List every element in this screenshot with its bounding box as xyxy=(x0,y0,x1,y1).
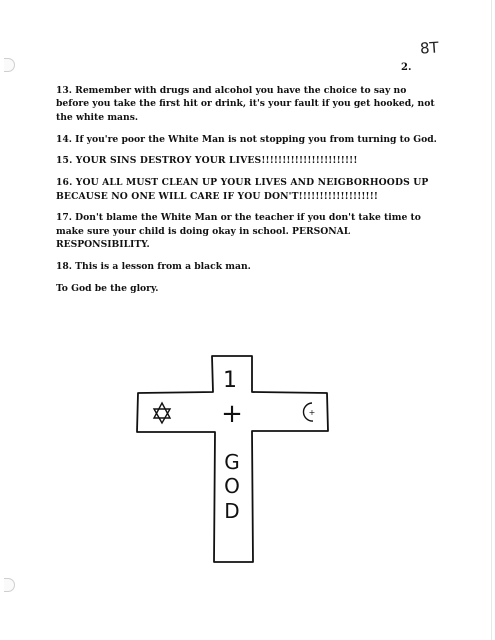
paragraph-14: 14. If you're poor the White Man is not stopping you from turning to God. xyxy=(56,133,437,145)
paragraph-13: 13. Remember with drugs and alcohol you have the choice to say no before you take the first hit or drink, it's your fault if you get hooked, not the white mans. xyxy=(56,85,435,123)
crescent-star-icon xyxy=(303,403,315,421)
cross-top-number: 1 xyxy=(223,368,237,393)
paragraph-18: 18. This is a lesson from a black man. xyxy=(56,261,251,273)
cross-center-symbol: + xyxy=(221,399,243,429)
handwritten-annotation: 8T xyxy=(419,38,440,58)
svg-text:+: + xyxy=(308,408,316,417)
paragraph-15: 15. YOUR SINS DESTROY YOUR LIVES!!!!!!!!!!!!!!!!!!!!!!! xyxy=(56,155,358,167)
cross-letter-d: D xyxy=(224,499,240,523)
page-number: 2. xyxy=(401,62,412,73)
cross-letter-g: G xyxy=(224,450,240,474)
star-of-david-icon xyxy=(154,403,170,423)
paragraph-16: 16. YOU ALL MUST CLEAN UP YOUR LIVES AND NEIGBORHOODS UP BECAUSE NO ONE WILL CARE IF YOU DON'T!!!!!!!!!!!!!!!!!!! xyxy=(56,177,429,202)
closing-line: To God be the glory. xyxy=(56,282,159,294)
paragraph-17: 17. Don't blame the White Man or the teacher if you don't take time to make sure your child is doing okay in school. PERSONAL RESPONSIBILITY. xyxy=(56,212,421,251)
cross-letter-o: O xyxy=(224,474,240,498)
